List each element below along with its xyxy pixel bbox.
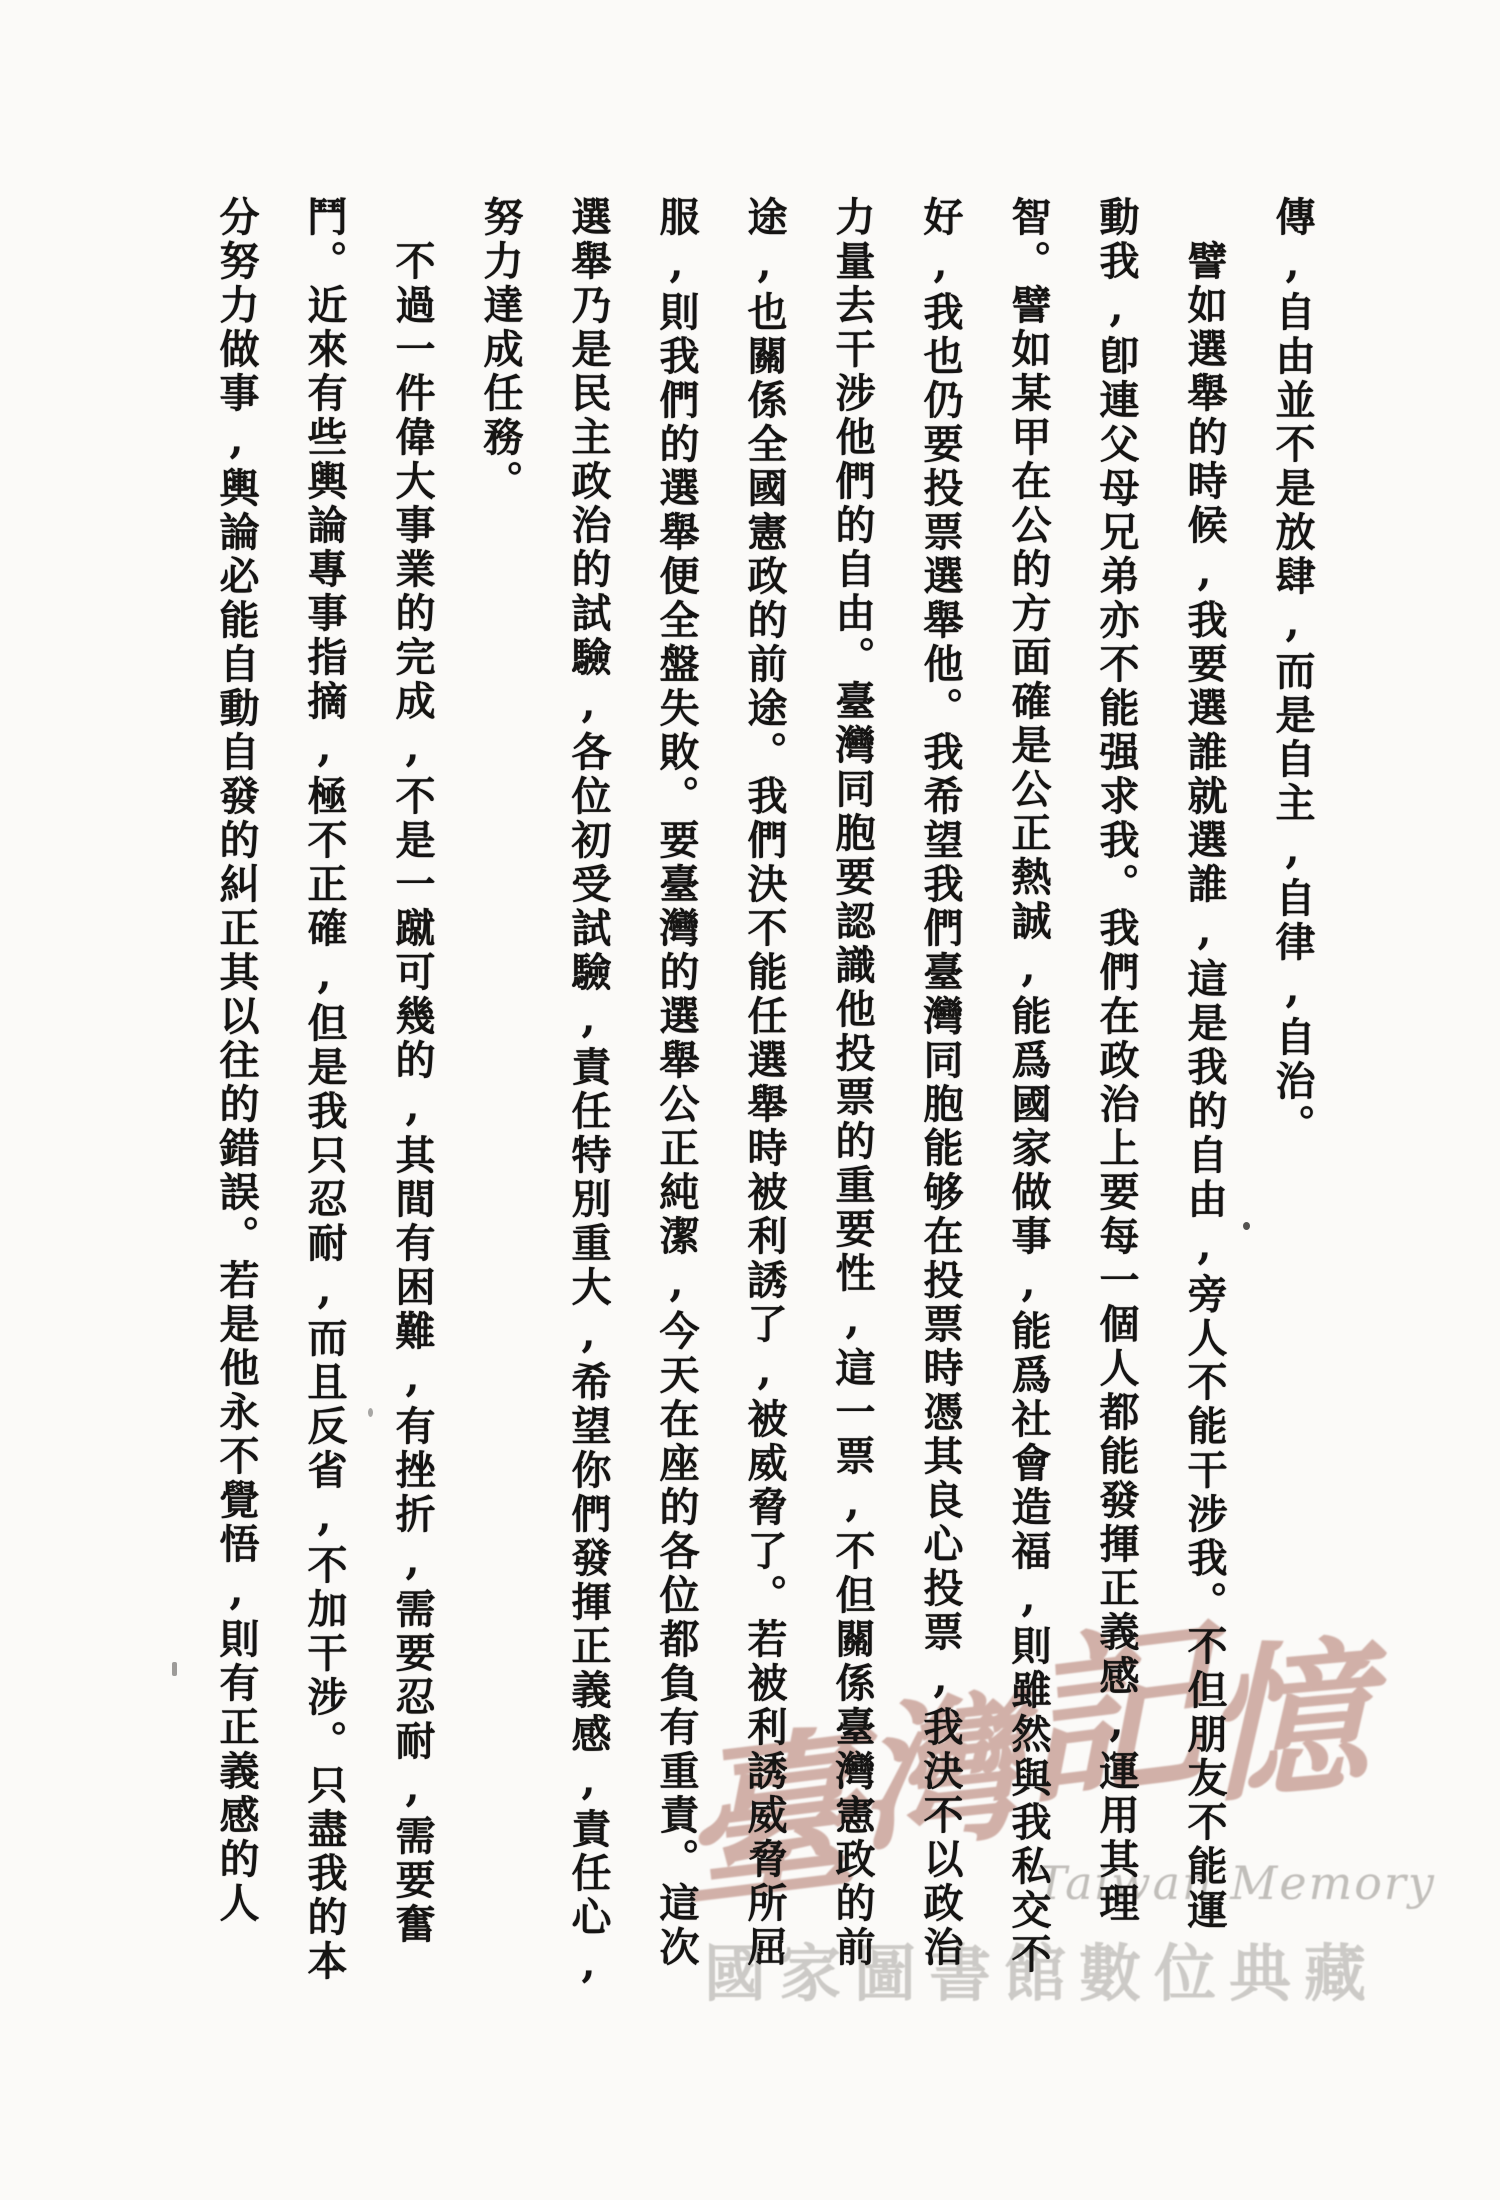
ink-speck — [172, 1662, 177, 1676]
text-column: 不過一件偉大事業的完成,不是一蹴可幾的,其間有困難,有挫折,需要忍耐,需要奮 — [389, 240, 436, 1947]
text-column: 分努力做事,輿論必能自動自發的糾正其以往的錯誤。若是他永不覺悟,則有正義感的人 — [213, 196, 260, 1926]
text-column: 力量去干涉他們的自由。臺灣同胞要認識他投票的重要性,這一票,不但關係臺灣憲政的前 — [829, 196, 876, 1970]
text-column: 鬥。近來有些輿論專事指摘,極不正確,但是我只忍耐,而且反省,不加干涉。只盡我的本 — [301, 196, 348, 1984]
text-column: 選舉乃是民主政治的試驗,各位初受試驗,責任特別重大,希望你們發揮正義感,責任心, — [565, 196, 612, 1991]
watermark-script-char: 憶 — [1200, 1618, 1370, 1827]
text-column: 譬如選舉的時候,我要選誰就選誰,這是我的自由,旁人不能干涉我。不但朋友不能運 — [1181, 240, 1228, 1933]
taiwan-memory-latin-watermark: Taiwan Memory — [1036, 1856, 1436, 1910]
ink-speck — [1243, 1222, 1250, 1230]
national-library-archive-watermark: 國家圖書館數位典藏 — [704, 1937, 1380, 2010]
text-column: 動我,卽連父母兄弟亦不能强求我。我們在政治上要每一個人都能發揮正義感,運用其理 — [1093, 196, 1140, 1926]
watermark-script-char: 記 — [1017, 1599, 1209, 1832]
watermark-script-char: 灣 — [856, 1674, 1022, 1875]
text-column: 服,則我們的選舉便全盤失敗。要臺灣的選舉公正純潔,今天在座的各位都負有重責。這次 — [653, 196, 700, 1970]
ink-speck — [368, 1408, 373, 1417]
text-column: 智。譬如某甲在公的方面確是公正熱誠,能爲國家做事,能爲社會造福,則雖然與我私交不 — [1005, 196, 1052, 1977]
text-column: 努力達成任務。 — [477, 196, 524, 504]
vertical-text-block — [214, 196, 1314, 1996]
text-column: 途,也關係全國憲政的前途。我們決不能任選舉時被利誘了,被威脅了。若被利誘威脅所屈 — [741, 196, 788, 1970]
text-column: 好,我也仍要投票選舉他。我希望我們臺灣同胞能够在投票時憑其良心投票,我決不以政治 — [917, 196, 964, 1970]
text-column: 傳,自由並不是放肆,而是自主,自律,自治。 — [1269, 196, 1316, 1148]
watermark-script-char: 臺 — [673, 1705, 864, 1936]
